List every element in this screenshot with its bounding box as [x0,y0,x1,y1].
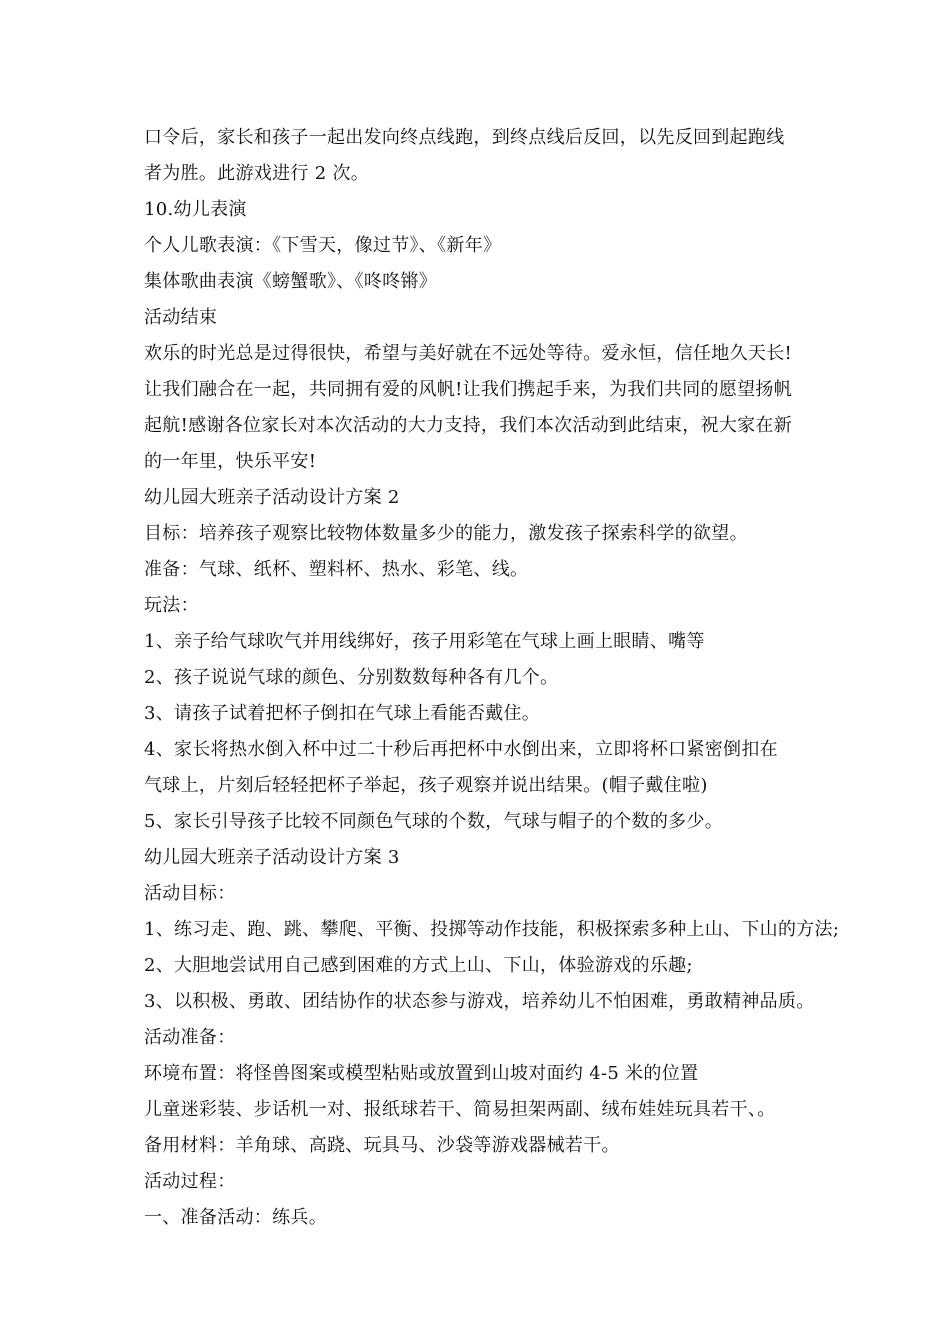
text-line: 一、准备活动：练兵。 [144,1207,327,1228]
section-heading: 活动目标： [144,883,236,904]
text-line: 口令后，家长和孩子一起出发向终点线跑，到终点线后反回，以先反回到起跑线 [144,127,785,148]
list-item: 3、以积极、勇敢、团结协作的状态参与游戏，培养幼儿不怕困难，勇敢精神品质。 [144,991,815,1012]
section-heading: 10.幼儿表演 [144,199,247,220]
list-item: 2、大胆地尝试用自己感到困难的方式上山、下山，体验游戏的乐趣; [144,955,693,976]
text-line: 的一年里，快乐平安! [144,451,317,472]
section-title: 幼儿园大班亲子活动设计方案 2 [144,487,400,508]
list-item: 2、孩子说说气球的颜色、分别数数每种各有几个。 [144,667,559,688]
list-item: 1、亲子给气球吹气并用线绑好，孩子用彩笔在气球上画上眼睛、嘴等 [144,631,705,652]
section-heading: 活动准备： [144,1027,236,1048]
section-title: 幼儿园大班亲子活动设计方案 3 [144,847,400,868]
text-line: 儿童迷彩装、步话机一对、报纸球若干、简易担架两副、绒布娃娃玩具若干、。 [144,1099,776,1120]
document-body [144,120,840,1236]
text-line: 个人儿歌表演：《下雪天，像过节》、《新年》 [144,235,502,256]
text-line: 目标：培养孩子观察比较物体数量多少的能力，激发孩子探索科学的欲望。 [144,523,748,544]
list-item: 4、家长将热水倒入杯中过二十秒后再把杯中水倒出来，立即将杯口紧密倒扣在 [144,739,778,760]
section-heading: 活动结束 [144,307,218,328]
text-line: 集体歌曲表演《螃蟹歌》、《咚咚锵》 [144,271,438,292]
text-line: 欢乐的时光总是过得很快，希望与美好就在不远处等待。爱永恒，信任地久天长! [144,343,793,364]
text-line: 者为胜。此游戏进行 2 次。 [144,163,370,184]
list-item: 5、家长引导孩子比较不同颜色气球的个数，气球与帽子的个数的多少。 [144,811,724,832]
text-line: 气球上，片刻后轻轻把杯子举起，孩子观察并说出结果。(帽子戴住啦) [144,775,708,796]
list-item: 3、请孩子试着把杯子倒扣在气球上看能否戴住。 [144,703,541,724]
text-line: 准备：气球、纸杯、塑料杯、热水、彩笔、线。 [144,559,529,580]
text-line: 环境布置：将怪兽图案或模型粘贴或放置到山坡对面约 4-5 米的位置 [144,1063,699,1084]
list-item: 1、练习走、跑、跳、攀爬、平衡、投掷等动作技能，积极探索多种上山、下山的方法; [144,919,840,940]
text-line: 起航!感谢各位家长对本次活动的大力支持，我们本次活动到此结束，祝大家在新 [144,415,793,436]
text-line: 让我们融合在一起，共同拥有爱的风帆!让我们携起手来，为我们共同的愿望扬帆 [144,379,793,400]
section-heading: 活动过程： [144,1171,236,1192]
section-heading: 玩法： [144,595,199,616]
text-line: 备用材料：羊角球、高跷、玩具马、沙袋等游戏器械若干。 [144,1135,620,1156]
